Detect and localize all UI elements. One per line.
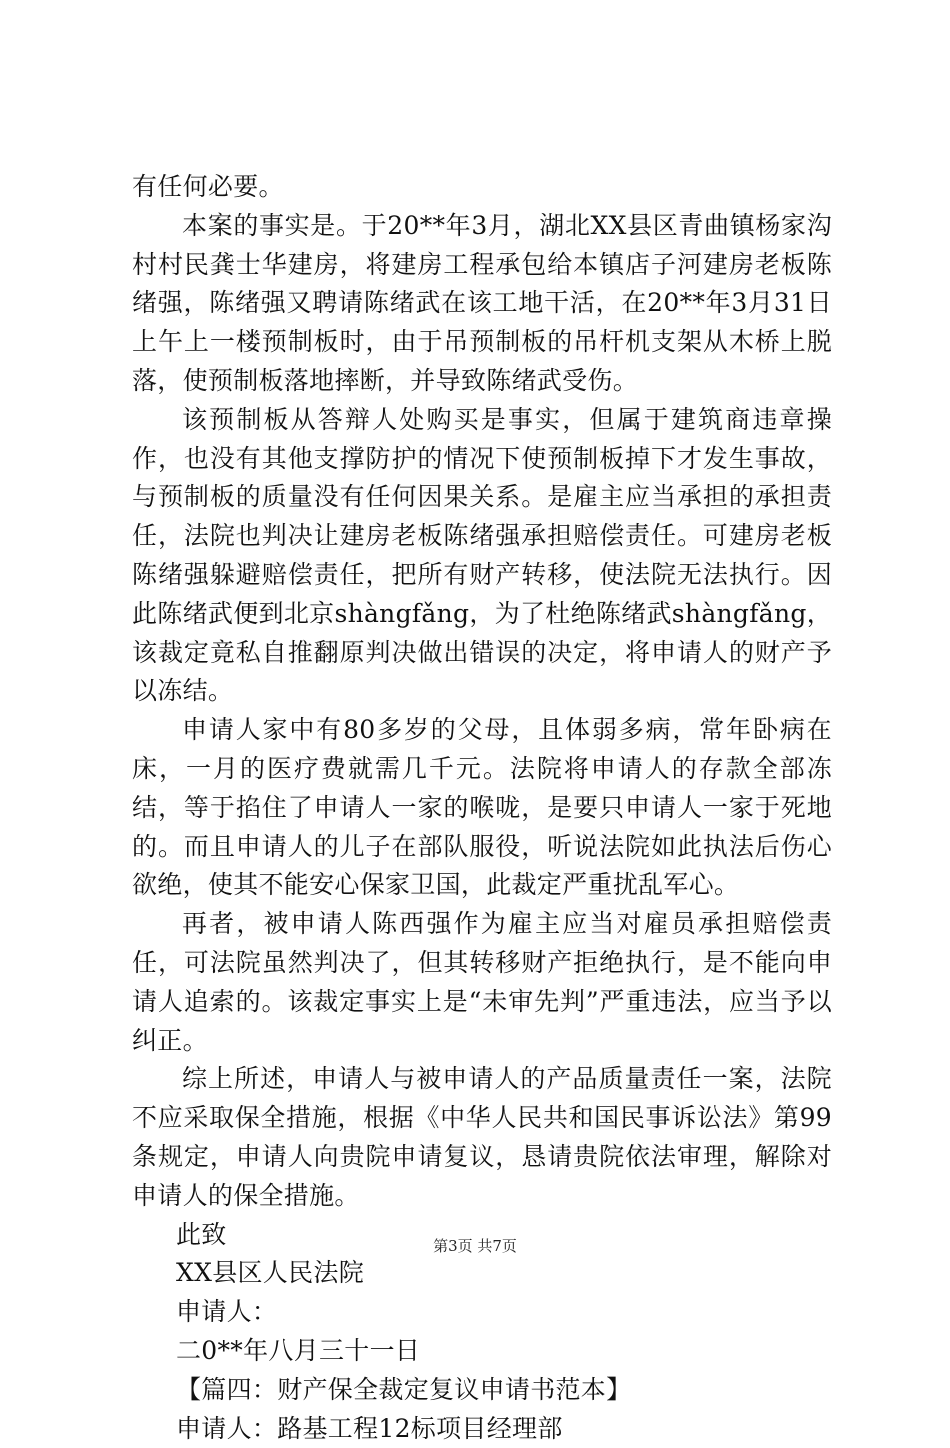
paragraph-conclusion: 综上所述，申请人与被申请人的产品质量责任一案，法院不应采取保全措施，根据《中华人民共和国民事诉讼法》第99条规定，申请人向贵院申请复议，恳请贵院依法审理，解除对申请人的保全措施。 [132, 1060, 832, 1215]
paragraph-facts: 本案的事实是。于20**年3月，湖北XX县区青曲镇杨家沟村村民龚士华建房，将建房工程承包给本镇店子河建房老板陈绪强，陈绪强又聘请陈绪武在该工地干活，在20**年3月31日上午上一楼预制板时，由于吊预制板的吊杆机支架从木桥上脱落，使预制板落地摔断，并导致陈绪武受伤。 [132, 207, 832, 401]
page-number: 第3页 共7页 [0, 1236, 950, 1256]
closing-salutation: 此致 [132, 1216, 832, 1255]
closing-date: 二0**年八月三十一日 [132, 1332, 832, 1371]
paragraph-respondent: 再者，被申请人陈西强作为雇主应当对雇员承担赔偿责任，可法院虽然判决了，但其转移财产拒绝执行，是不能向申请人追索的。该裁定事实上是“未审先判”严重违法，应当予以纠正。 [132, 905, 832, 1060]
section-applicant-line: 申请人：路基工程12标项目经理部 [132, 1410, 832, 1448]
document-body [132, 168, 832, 1448]
closing-applicant: 申请人： [132, 1293, 832, 1332]
section-heading: 【篇四：财产保全裁定复议申请书范本】 [132, 1371, 832, 1410]
closing-court: XX县区人民法院 [132, 1254, 832, 1293]
paragraph-family: 申请人家中有80多岁的父母，且体弱多病，常年卧病在床，一月的医疗费就需几千元。法院将申请人的存款全部冻结，等于掐住了申请人一家的喉咙，是要只申请人一家于死地的。而且申请人的儿子在部队服役，听说法院如此执法后伤心欲绝，使其不能安心保家卫国，此裁定严重扰乱军心。 [132, 711, 832, 905]
paragraph-liability: 该预制板从答辩人处购买是事实，但属于建筑商违章操作，也没有其他支撑防护的情况下使预制板掉下才发生事故，与预制板的质量没有任何因果关系。是雇主应当承担的承担责任，法院也判决让建房老板陈绪强承担赔偿责任。可建房老板陈绪强躲避赔偿责任，把所有财产转移，使法院无法执行。因此陈绪武便到北京shàngfǎng，为了杜绝陈绪武shàngfǎng，该裁定竟私自推翻原判决做出错误的决定，将申请人的财产予以冻结。 [132, 401, 832, 711]
paragraph-continuation: 有任何必要。 [132, 168, 832, 207]
